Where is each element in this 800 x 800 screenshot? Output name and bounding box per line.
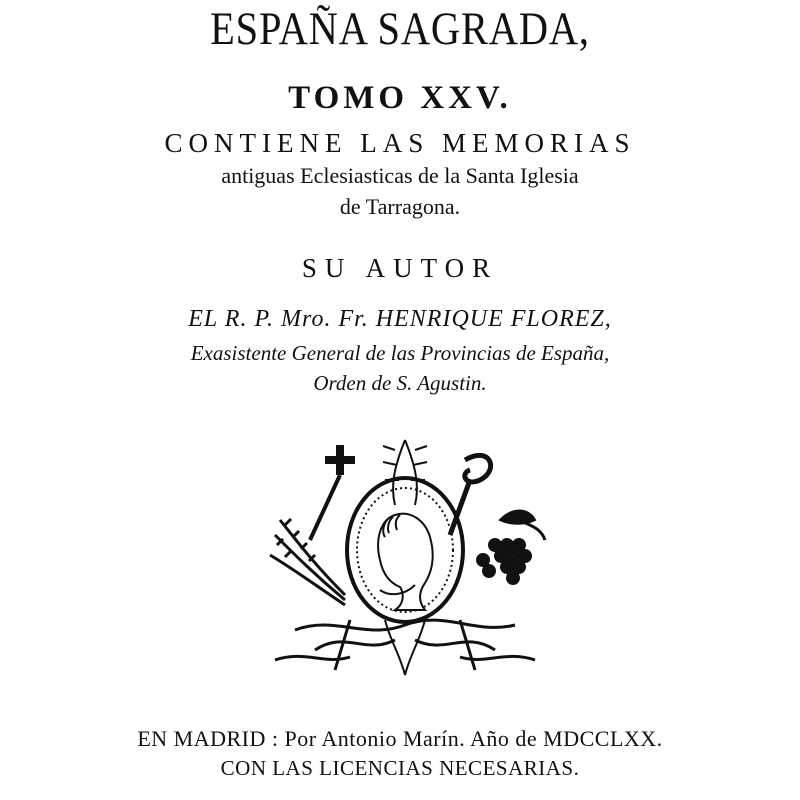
author-order: Orden de S. Agustin. [313,371,487,395]
author-title: Exasistente General de las Provincias de España, [190,341,610,365]
author-heading: SU AUTOR [301,253,499,283]
description-line-2: de Tarragona. [339,194,461,219]
contents-heading: CONTIENE LAS MEMORIAS [164,128,636,158]
description-line-1: antiguas Eclesiasticas de la Santa Iglesia [221,163,579,188]
author-name: EL R. P. Mro. Fr. HENRIQUE FLOREZ, [188,306,612,332]
book-title: ESPAÑA SAGRADA, [210,3,590,55]
medallion-vignette-icon [255,425,555,680]
crozier-icon [450,455,491,535]
volume-number: TOMO XXV. [288,80,512,116]
medallion-icon [347,478,463,622]
grapes-icon [477,511,545,584]
wheat-icon [270,519,345,605]
imprint-line: EN MADRID : Por Antonio Marín. Año de MDCCLXX. [137,726,663,751]
licenses-line: CON LAS LICENCIAS NECESARIAS. [220,756,580,780]
